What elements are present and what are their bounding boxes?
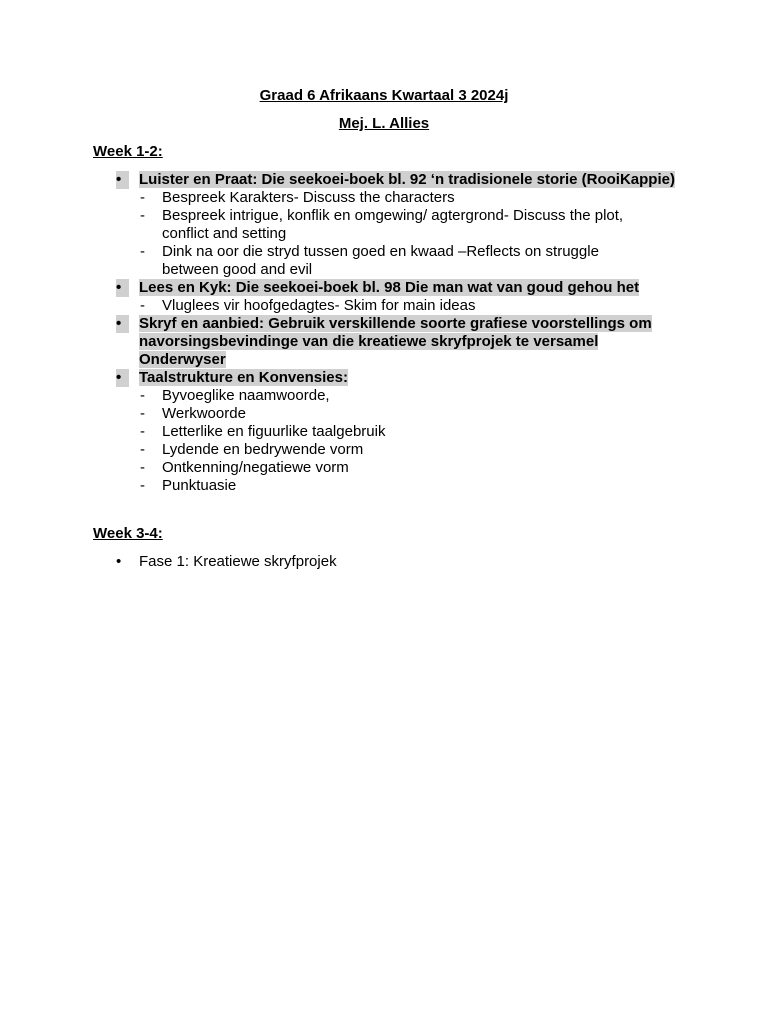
sub-list-item — [0, 477, 768, 495]
sub-list-item-text: Lydende en bedrywende vorm — [162, 441, 364, 458]
bullet-icon: • — [116, 553, 122, 570]
list-item — [0, 171, 768, 189]
sub-list-item-text: Ontkenning/negatiewe vorm — [162, 459, 349, 476]
list-item — [0, 369, 768, 387]
dash-icon: - — [140, 243, 145, 260]
sub-list-item — [0, 459, 768, 477]
list-item-text: Fase 1: Kreatiewe skryfprojek — [139, 553, 337, 570]
list-item-text: Lees en Kyk: Die seekoei-boek bl. 98 Die man wat van goud gehou het — [139, 279, 640, 296]
sub-list-item — [0, 387, 768, 405]
dash-icon: - — [140, 441, 145, 458]
dash-icon: - — [140, 387, 145, 404]
week-3-4-heading: Week 3-4: — [93, 525, 163, 542]
sub-list-item — [0, 423, 768, 441]
list-item-text: Taalstrukture en Konvensies: — [139, 369, 348, 386]
sub-list-item-text: Bespreek Karakters- Discuss the characters — [162, 189, 455, 206]
teacher-name: Mej. L. Allies — [338, 115, 430, 132]
sub-list-item — [0, 405, 768, 423]
list-item — [0, 279, 768, 297]
list-item-text: Luister en Praat: Die seekoei-boek bl. 92 ‘n tradisionele storie (RooiKappie) — [139, 171, 675, 188]
sub-list-item-text: Dink na oor die stryd tussen goed en kwaad –Reflects on struggle between good and evil — [162, 243, 599, 278]
week-1-2-list — [0, 171, 768, 495]
list-item-text: Skryf en aanbied: Gebruik verskillende soorte grafiese voorstellings om navorsingsbevindinge van die kreatiewe skryfprojek te versamel Onderwyser — [139, 315, 652, 368]
sub-list-item-text: Letterlike en figuurlike taalgebruik — [162, 423, 386, 440]
dash-icon: - — [140, 459, 145, 476]
list-item — [0, 315, 768, 369]
bullet-icon: • — [116, 171, 129, 189]
sub-list-item-text: Punktuasie — [162, 477, 237, 494]
sub-list-item-text: Byvoeglike naamwoorde, — [162, 387, 330, 404]
bullet-icon: • — [116, 315, 129, 333]
sub-list-item — [0, 297, 768, 315]
sub-list-item — [0, 441, 768, 459]
document-title: Graad 6 Afrikaans Kwartaal 3 2024j — [259, 87, 509, 104]
dash-icon: - — [140, 423, 145, 440]
dash-icon: - — [140, 297, 145, 314]
sub-list-item-text: Vluglees vir hoofgedagtes- Skim for main ideas — [162, 297, 476, 314]
sub-list-item — [0, 207, 768, 243]
sub-list-item-text: Werkwoorde — [162, 405, 246, 422]
sub-list-item-text: Bespreek intrigue, konflik en omgewing/ agtergrond- Discuss the plot, conflict and setting — [162, 207, 624, 242]
list-item — [0, 553, 768, 571]
sub-list-item — [0, 189, 768, 207]
week-3-4-list — [0, 553, 768, 571]
dash-icon: - — [140, 189, 145, 206]
week-1-2-heading: Week 1-2: — [93, 143, 163, 160]
dash-icon: - — [140, 405, 145, 422]
dash-icon: - — [140, 207, 145, 224]
dash-icon: - — [140, 477, 145, 494]
bullet-icon: • — [116, 279, 129, 297]
sub-list-item — [0, 243, 768, 279]
bullet-icon: • — [116, 369, 129, 387]
